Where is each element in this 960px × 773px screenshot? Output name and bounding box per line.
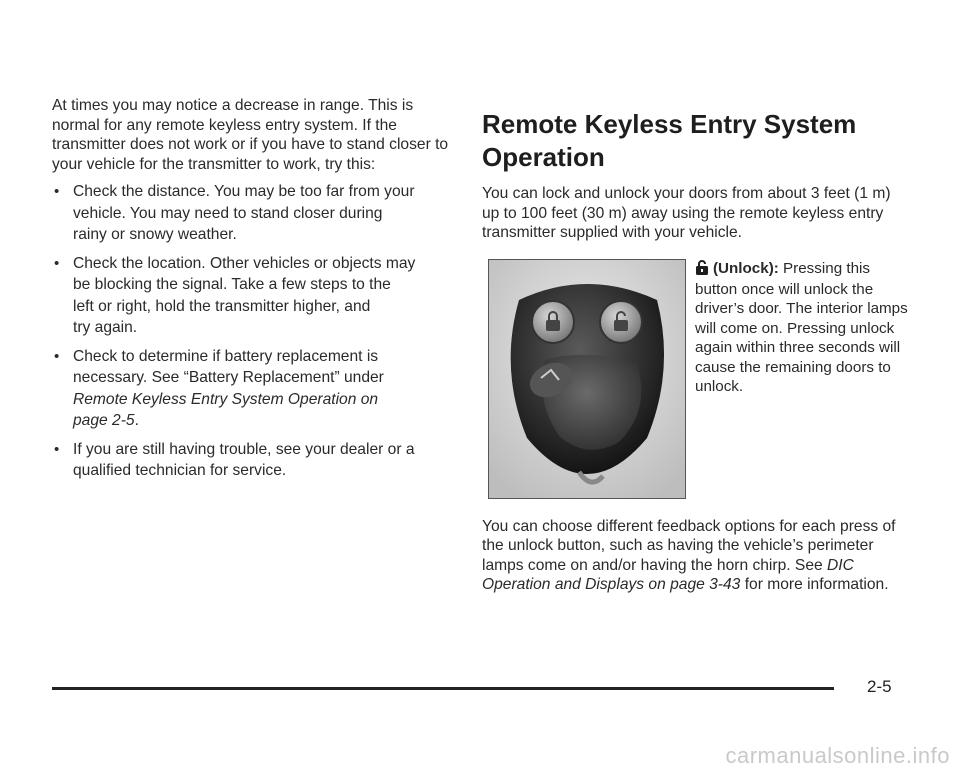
bullet-icon: • (54, 347, 60, 365)
right-column (482, 108, 907, 595)
key-fob-illustration (489, 260, 685, 498)
section-title: Remote Keyless Entry System Operation (482, 109, 857, 172)
unlock-text: Pressing this button once will unlock the driver’s door. The interior lamps will come on. Pressing unlock again within three seconds will cause the remaining doors to unlock. (695, 259, 908, 395)
bullet-icon: • (54, 254, 60, 272)
list-item: • Check the distance. You may be too far from your vehicle. You may need to stand closer during rainy or snowy weather. (54, 183, 415, 243)
feedback-paragraph: You can choose different feedback options for each press of the unlock button, such as having the vehicle’s perimeter lamps come on and/or having the horn chirp. See DIC Operation and Displays on page 3-43 for more information. (482, 517, 896, 593)
unlock-icon (695, 260, 709, 280)
range-intro: At times you may notice a decrease in range. This is normal for any remote keyless entry system. If the transmitter does not work or if you have to stand closer to your vehicle for the transmitter to work, try this: (52, 97, 449, 173)
unlock-icon (614, 320, 628, 331)
dic-cross-reference-link[interactable]: DIC Operation and Displays on page 3-43 (482, 556, 854, 593)
unlock-description (695, 259, 910, 397)
lock-icon (546, 320, 560, 331)
transmitter-figure-row (482, 259, 907, 503)
key-fob-photo (488, 259, 686, 499)
rke-intro: You can lock and unlock your doors from about 3 feet (1 m) up to 100 feet (30 m) away using the remote keyless entry transmitter supplied with your vehicle. (482, 185, 891, 241)
list-item: • Check the location. Other vehicles or objects may be blocking the signal. Take a few steps to the left or right, hold the transmitter higher, and try again. (54, 254, 416, 336)
cross-reference-page[interactable]: page 2-5 (73, 412, 135, 429)
bullet-icon: • (54, 183, 60, 200)
left-column (52, 96, 454, 489)
cross-reference-link[interactable]: Remote Keyless Entry System Operation on (73, 390, 379, 408)
page-number: 2-5 (867, 677, 892, 696)
watermark: carmanualsonline.info (725, 743, 950, 768)
bullet-icon: • (54, 440, 60, 458)
unlock-label: (Unlock): (713, 259, 779, 277)
list-item: • Check to determine if battery replacement is necessary. See “Battery Replacement” under Remote Keyless Entry System Operation on page 2-5. (52, 346, 454, 432)
list-item: • If you are still having trouble, see your dealer or a qualified technician for service. (54, 440, 415, 479)
troubleshoot-list (52, 181, 454, 482)
footer-rule (52, 687, 834, 690)
